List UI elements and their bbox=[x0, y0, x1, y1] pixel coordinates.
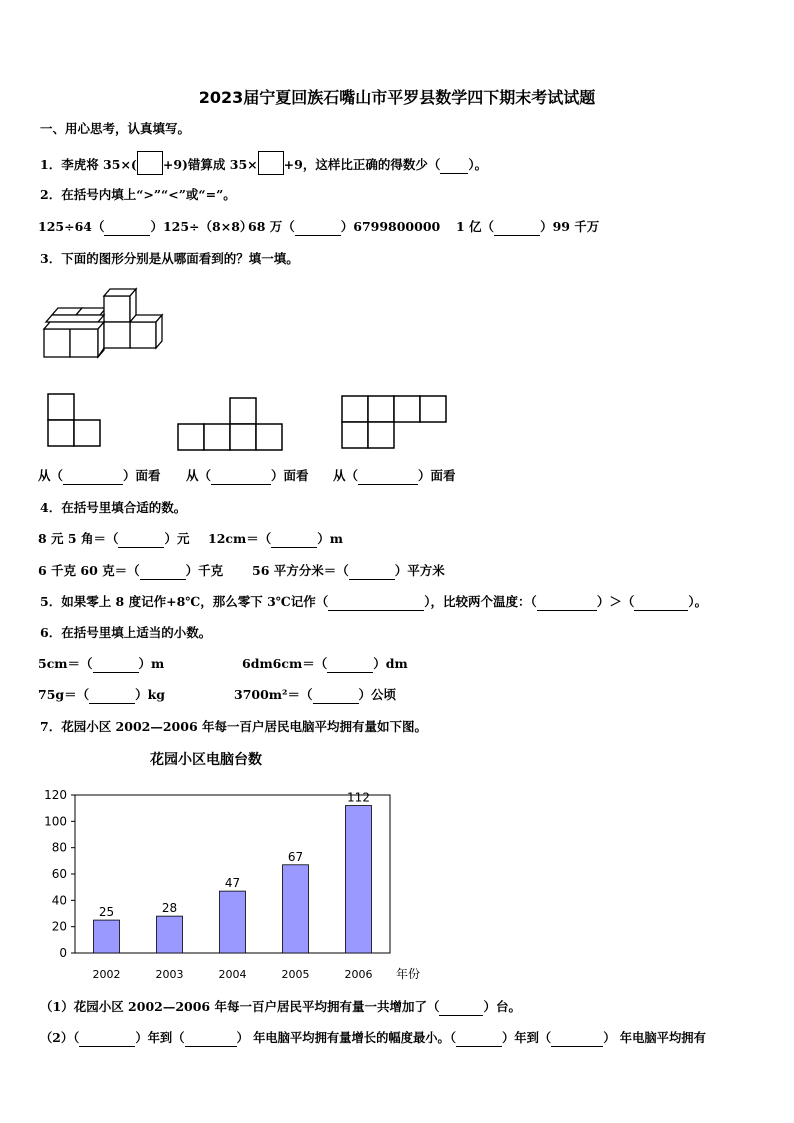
answer-blank[interactable] bbox=[79, 1030, 135, 1047]
q3-caption-2: 从（ ）面看 bbox=[186, 468, 309, 483]
y-tick-label: 40 bbox=[51, 893, 67, 908]
q6-line-2a: 75g＝（ ）kg bbox=[38, 687, 166, 702]
answer-blank[interactable] bbox=[439, 999, 483, 1016]
answer-blank[interactable] bbox=[93, 656, 139, 673]
section-heading: 一、用心思考，认真填写。 bbox=[40, 121, 191, 136]
question-1: 1．李虎将 35×( +9)错算成 35× +9，这样比正确的得数少（ ）。 bbox=[40, 151, 487, 175]
page-title: 2023届宁夏回族石嘴山市平罗县数学四下期末考试试题 bbox=[198, 88, 596, 107]
view-figure-1 bbox=[46, 392, 104, 450]
blank-box-2[interactable] bbox=[258, 151, 284, 175]
answer-blank[interactable] bbox=[456, 1030, 502, 1047]
question-2: 2．在括号内填上“>”“<”或“=”。 bbox=[40, 187, 236, 202]
x-tick-label: 2002 bbox=[92, 968, 121, 981]
y-tick-label: 120 bbox=[44, 788, 67, 802]
bar-2003 bbox=[157, 916, 183, 953]
bar-chart bbox=[30, 780, 450, 985]
q6-line-1b: 6dm6cm＝（ ）dm bbox=[242, 656, 408, 671]
answer-blank[interactable] bbox=[313, 687, 359, 704]
value-label: 28 bbox=[161, 901, 178, 916]
y-tick-label: 0 bbox=[59, 946, 67, 960]
y-tick-label: 100 bbox=[44, 814, 67, 829]
answer-blank[interactable] bbox=[185, 1030, 237, 1047]
blank-box-1[interactable] bbox=[137, 151, 163, 175]
answer-blank[interactable] bbox=[140, 563, 186, 580]
y-tick-label: 80 bbox=[51, 840, 67, 855]
question-7: 7．花园小区 2002—2006 年每一百户居民电脑平均拥有量如下图。 bbox=[40, 719, 427, 734]
value-label: 47 bbox=[224, 876, 241, 891]
bar-2005 bbox=[283, 865, 309, 953]
answer-blank[interactable] bbox=[89, 687, 135, 704]
answer-blank[interactable] bbox=[349, 563, 395, 580]
q3-caption-1: 从（ ）面看 bbox=[38, 468, 161, 483]
value-label: 112 bbox=[347, 790, 370, 805]
x-tick-label: 2006 bbox=[344, 968, 373, 981]
answer-blank[interactable] bbox=[358, 468, 418, 485]
y-tick-label: 20 bbox=[51, 919, 67, 934]
bar-2006 bbox=[346, 806, 372, 953]
q4-line-1b: 12cm＝（ ）m bbox=[208, 531, 343, 546]
value-label: 25 bbox=[98, 905, 115, 920]
q4-line-1a: 8 元 5 角＝（ ）元 bbox=[38, 531, 190, 546]
answer-blank[interactable] bbox=[328, 594, 424, 611]
answer-blank[interactable] bbox=[118, 531, 164, 548]
view-figure-2 bbox=[176, 396, 286, 454]
answer-blank[interactable] bbox=[327, 656, 373, 673]
answer-blank[interactable] bbox=[551, 1030, 603, 1047]
x-tick-label: 2005 bbox=[281, 968, 310, 981]
q4-line-2a: 6 千克 60 克＝（ ）千克 bbox=[38, 563, 224, 578]
answer-blank[interactable] bbox=[271, 531, 317, 548]
q7-sub-1: （1）花园小区 2002—2006 年每一百户居民平均拥有量一共增加了（ ）台。 bbox=[40, 999, 521, 1014]
answer-blank[interactable] bbox=[63, 468, 123, 485]
chart-title: 花园小区电脑台数 bbox=[150, 752, 262, 768]
bar-2004 bbox=[220, 891, 246, 953]
bar-2002 bbox=[94, 920, 120, 953]
answer-blank[interactable] bbox=[494, 219, 540, 236]
answer-blank[interactable] bbox=[440, 157, 468, 174]
q2-item-2: 68 万（ ）6799800000 bbox=[248, 219, 441, 234]
q6-line-2b: 3700m²＝（ ）公顷 bbox=[234, 687, 397, 702]
answer-blank[interactable] bbox=[634, 594, 688, 611]
q6-line-1a: 5cm＝（ ）m bbox=[38, 656, 165, 671]
q4-line-2b: 56 平方分米＝（ ）平方米 bbox=[252, 563, 445, 578]
question-4: 4．在括号里填合适的数。 bbox=[40, 500, 187, 515]
view-figure-3 bbox=[340, 394, 448, 452]
question-5: 5．如果零上 8 度记作+8℃，那么零下 3℃记作（ ），比较两个温度：（ ）＞（ ）。 bbox=[40, 594, 708, 609]
answer-blank[interactable] bbox=[537, 594, 597, 611]
question-3: 3．下面的图形分别是从哪面看到的？填一填。 bbox=[40, 251, 299, 266]
answer-blank[interactable] bbox=[211, 468, 271, 485]
question-6: 6．在括号里填上适当的小数。 bbox=[40, 625, 212, 640]
value-label: 67 bbox=[287, 849, 304, 864]
cube-stack-figure bbox=[40, 285, 170, 365]
q2-item-1: 125÷64（ ）125÷（8×8） bbox=[38, 219, 253, 234]
x-tick-label: 2004 bbox=[218, 968, 247, 981]
y-tick-label: 60 bbox=[51, 867, 67, 881]
q2-item-3: 1 亿（ ）99 千万 bbox=[456, 219, 600, 234]
q7-sub-2: （2）（ ）年到（ ） 年电脑平均拥有量增长的幅度最小。（ ）年到（ ） 年电脑平均拥有 bbox=[40, 1030, 706, 1045]
x-axis-label: 年份 bbox=[396, 967, 421, 981]
x-tick-label: 2003 bbox=[155, 968, 184, 981]
q3-caption-3: 从（ ）面看 bbox=[333, 468, 456, 483]
answer-blank[interactable] bbox=[104, 219, 150, 236]
answer-blank[interactable] bbox=[295, 219, 341, 236]
